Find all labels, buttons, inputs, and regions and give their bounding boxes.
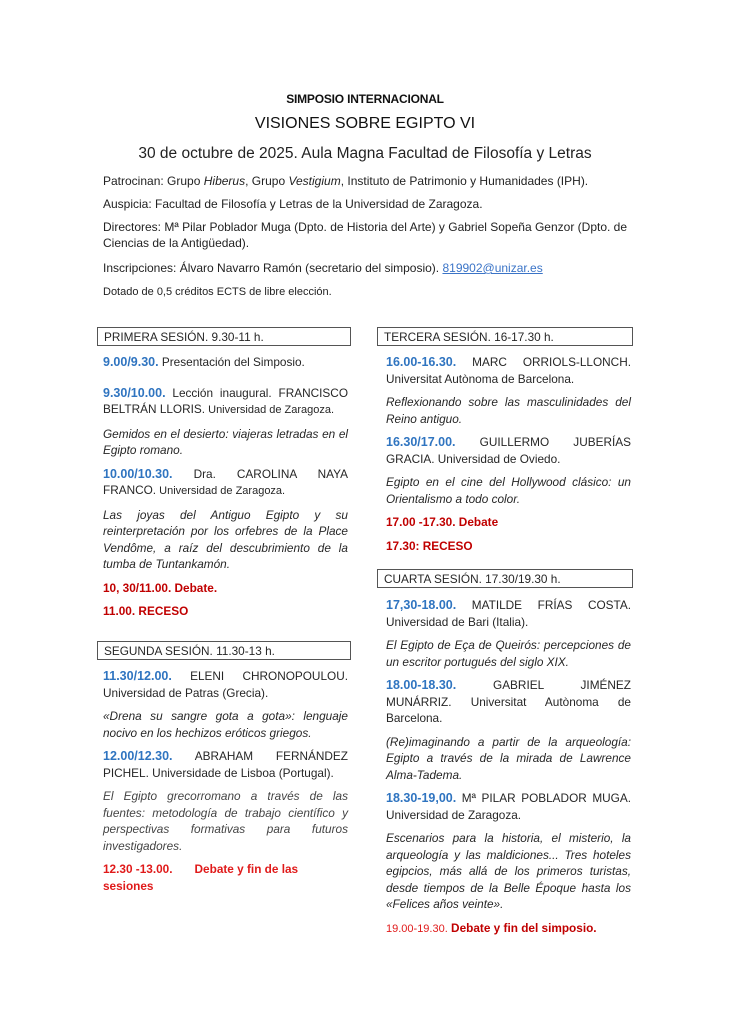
- session-4-column: [386, 597, 631, 937]
- talk-title: Las joyas del Antiguo Egipto y su reinterpretación por los orfebres de la Place Vendôme, a raíz del descubrimiento de la tumba de Tuntankamón.: [103, 507, 348, 571]
- talk-title: (Re)imaginando a partir de la arqueología: Egipto a través de la mirada de Lawrence Alma-Tadema.: [386, 734, 631, 782]
- debate-line: 17.00 -17.30. Debate: [386, 515, 499, 529]
- session-3-column: [386, 354, 631, 554]
- sponsors-line: Patrocinan: Grupo Hiberus, Grupo Vestigium, Instituto de Patrimonio y Humanidades (IPH).: [103, 174, 589, 188]
- group-hiberus: Hiberus: [203, 174, 246, 188]
- item-time: 9.30/10.00.: [103, 385, 166, 400]
- registration-email-link[interactable]: 819902@unizar.es: [442, 261, 543, 275]
- talk-title: Gemidos en el desierto: viajeras letradas en el Egipto romano.: [103, 426, 348, 457]
- program-item: 11.30/12.00. ELENI CHRONOPOULOU. Universidad de Patras (Grecia).: [103, 669, 348, 700]
- item-time: 16.00-16.30.: [386, 355, 457, 369]
- break-line: 11.00. RECESO: [103, 604, 189, 618]
- closing-line: 12.30 -13.00. Debate y fin de las sesiones: [103, 862, 299, 893]
- program-item: 16.00-16.30. MARC ORRIOLS-LLONCH. Universitat Autònoma de Barcelona.: [386, 355, 631, 386]
- talk-title: «Drena su sangre gota a gota»: lenguaje nocivo en los hechizos eróticos griegos.: [103, 709, 348, 740]
- event-kicker: SIMPOSIO INTERNACIONAL: [286, 92, 444, 106]
- session-1-column: [103, 354, 348, 620]
- directors-line: Directores: Mª Pilar Poblador Muga (Dpto. de Historia del Arte) y Gabriel Sopeña Genzor (Dpto. de Ciencias de la Antigüedad).: [103, 220, 628, 250]
- program-item: 12.00/12.30. ABRAHAM FERNÁNDEZ PICHEL. Universidade de Lisboa (Portugal).: [103, 749, 348, 780]
- registration-line: Inscripciones: Álvaro Navarro Ramón (secretario del simposio). 819902@unizar.es: [103, 261, 543, 275]
- program-item: 18.30-19,00. Mª PILAR POBLADOR MUGA. Universidad de Zaragoza.: [386, 791, 631, 822]
- break-line: 17.30: RECESO: [386, 538, 473, 553]
- program-item: 9.30/10.00. Lección inaugural. FRANCISCO BELTRÁN LLORIS. Universidad de Zaragoza.: [103, 385, 348, 416]
- session-2-heading: SEGUNDA SESIÓN. 11.30-13 h.: [97, 641, 351, 660]
- item-time: 10.00/10.30.: [103, 466, 173, 481]
- program-item: 18.00-18.30. GABRIEL JIMÉNEZ MUNÁRRIZ. Universitat Autònoma de Barcelona.: [386, 678, 631, 725]
- talk-title: Reflexionando sobre las masculinidades del Reino antiguo.: [386, 395, 631, 426]
- debate-line: 10, 30/11.00. Debate.: [103, 580, 218, 595]
- item-time: 12.00/12.30.: [103, 749, 173, 763]
- item-time: 9.00/9.30.: [103, 355, 159, 369]
- talk-title: El Egipto grecorromano a través de las fuentes: metodología de trabajo científico y perspectivas formativas para futuros investigadores.: [103, 789, 348, 853]
- talk-title: Egipto en el cine del Hollywood clásico: un Orientalismo a todo color.: [386, 475, 631, 506]
- talk-title: Escenarios para la historia, el misterio, la arqueología y las maldiciones... Tres hoteles egipcios, más allá de los primeros turistas, desde tiempos de la Belle Époque hasta los «Felices años veinte».: [386, 831, 631, 911]
- item-time: 11.30/12.00.: [103, 669, 172, 683]
- item-time: 18.00-18.30.: [386, 678, 457, 692]
- event-title: VISIONES SOBRE EGIPTO VI: [254, 115, 476, 132]
- credits-line: Dotado de 0,5 créditos ECTS de libre elección.: [103, 286, 332, 298]
- program-item: 16.30/17.00. GUILLERMO JUBERÍAS GRACIA. Universidad de Oviedo.: [386, 435, 631, 466]
- program-item: 10.00/10.30. Dra. CAROLINA NAYA FRANCO. Universidad de Zaragoza.: [103, 466, 348, 497]
- session-2-column: [103, 668, 348, 894]
- item-time: 16.30/17.00.: [386, 435, 456, 449]
- session-1-heading: PRIMERA SESIÓN. 9.30-11 h.: [97, 327, 351, 346]
- event-date-venue: 30 de octubre de 2025. Aula Magna Facultad de Filosofía y Letras: [138, 145, 592, 162]
- item-time: 18.30-19,00.: [386, 791, 457, 805]
- item-time: 17,30-18.00.: [386, 598, 457, 612]
- program-item: 17,30-18.00. MATILDE FRÍAS COSTA. Universidad de Bari (Italia).: [386, 598, 631, 629]
- session-3-heading: TERCERA SESIÓN. 16-17.30 h.: [377, 327, 633, 346]
- session-4-heading: CUARTA SESIÓN. 17.30/19.30 h.: [377, 569, 633, 588]
- program-item: 9.00/9.30. Presentación del Simposio.: [103, 355, 305, 369]
- talk-title: El Egipto de Eça de Queirós: percepciones de un escritor portugués del siglo XIX.: [386, 638, 631, 669]
- closing-line: 19.00-19.30. Debate y fin del simposio.: [386, 920, 597, 935]
- group-vestigium: Vestigium: [288, 174, 341, 188]
- auspice-line: Auspicia: Facultad de Filosofía y Letras de la Universidad de Zaragoza.: [103, 197, 483, 211]
